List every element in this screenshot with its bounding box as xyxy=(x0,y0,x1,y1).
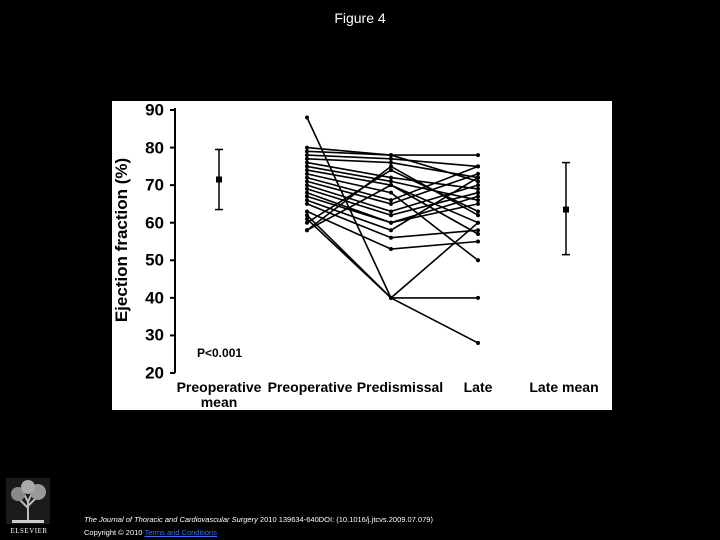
patient-point xyxy=(476,179,480,183)
patient-point xyxy=(389,236,393,240)
y-axis-label: Ejection fraction (%) xyxy=(112,157,131,323)
patient-point xyxy=(389,221,393,225)
patient-point xyxy=(305,198,309,202)
patient-point xyxy=(476,341,480,345)
patient-point xyxy=(305,146,309,150)
y-tick-label: 90 xyxy=(145,100,164,120)
patient-point xyxy=(476,258,480,262)
patient-point xyxy=(389,296,393,300)
patient-point xyxy=(389,202,393,206)
y-tick-label: 20 xyxy=(145,363,164,383)
late-mean-marker xyxy=(563,207,569,213)
citation-line xyxy=(84,515,433,524)
patient-point xyxy=(476,153,480,157)
patient-point xyxy=(476,228,480,232)
citation-details: 2010 139634-640DOI: (10.1016/j.jtcvs.2009.07.079) xyxy=(257,515,433,524)
y-tick-label: 70 xyxy=(145,175,164,195)
p-value-annotation: P<0.001 xyxy=(197,346,243,360)
patient-point xyxy=(305,209,309,213)
y-tick-label: 30 xyxy=(145,325,164,345)
x-tick-label-line: mean xyxy=(200,394,238,411)
x-tick-label-preoperative-mean xyxy=(177,380,262,411)
patient-point xyxy=(389,228,393,232)
patient-point xyxy=(476,221,480,225)
y-tick-label: 80 xyxy=(145,138,164,158)
copyright-line xyxy=(84,528,217,537)
y-tick-label: 50 xyxy=(145,250,164,270)
y-tick-label: 40 xyxy=(145,288,164,308)
patient-point xyxy=(476,240,480,244)
patient-point xyxy=(389,179,393,183)
patient-point xyxy=(389,176,393,180)
patient-point xyxy=(389,157,393,161)
patient-point xyxy=(305,183,309,187)
patient-point xyxy=(476,172,480,176)
patient-point xyxy=(389,198,393,202)
patient-point xyxy=(305,157,309,161)
copyright-text: Copyright © 2010 xyxy=(84,528,145,537)
patient-point xyxy=(389,168,393,172)
patient-point xyxy=(305,149,309,153)
patient-point xyxy=(305,161,309,165)
patient-point xyxy=(305,213,309,217)
patient-point xyxy=(305,228,309,232)
x-tick-label-late: Late xyxy=(463,379,493,395)
patient-point xyxy=(305,202,309,206)
patient-point xyxy=(305,194,309,198)
patient-point xyxy=(305,164,309,168)
patient-point xyxy=(476,194,480,198)
patient-point xyxy=(389,161,393,165)
patient-point xyxy=(305,187,309,191)
x-tick-label-late-mean: Late mean xyxy=(529,379,599,395)
patient-point xyxy=(305,176,309,180)
patient-point xyxy=(476,202,480,206)
patient-point xyxy=(305,179,309,183)
patient-point xyxy=(389,183,393,187)
patient-point xyxy=(476,191,480,195)
preoperative-mean-marker xyxy=(216,177,222,183)
x-tick-label-line: Preoperative xyxy=(176,379,262,395)
patient-point xyxy=(389,164,393,168)
patient-point xyxy=(476,164,480,168)
patient-point xyxy=(305,153,309,157)
patient-point xyxy=(305,116,309,120)
patient-point xyxy=(305,172,309,176)
patient-point xyxy=(476,183,480,187)
patient-point xyxy=(305,217,309,221)
patient-point xyxy=(476,213,480,217)
patient-line xyxy=(307,215,478,298)
x-tick-label-preoperative: Preoperative xyxy=(267,379,353,395)
patient-point xyxy=(476,198,480,202)
publisher-name: ELSEVIER xyxy=(10,527,48,535)
patient-point xyxy=(476,296,480,300)
terms-and-conditions-link[interactable]: Terms and Conditions xyxy=(144,528,217,537)
patient-point xyxy=(476,187,480,191)
patient-point xyxy=(476,232,480,236)
patient-point xyxy=(389,153,393,157)
patient-point xyxy=(305,191,309,195)
journal-name: The Journal of Thoracic and Cardiovascular Surgery xyxy=(84,515,258,524)
patient-point xyxy=(389,191,393,195)
patient-point xyxy=(389,247,393,251)
patient-point xyxy=(305,221,309,225)
x-tick-label-predismissal: Predismissal xyxy=(356,379,444,395)
patient-point xyxy=(389,213,393,217)
patient-point xyxy=(476,209,480,213)
y-tick-label: 60 xyxy=(145,213,164,233)
patient-point xyxy=(476,176,480,180)
patient-point xyxy=(305,168,309,172)
figure-title: Figure 4 xyxy=(334,10,386,26)
patient-point xyxy=(389,209,393,213)
